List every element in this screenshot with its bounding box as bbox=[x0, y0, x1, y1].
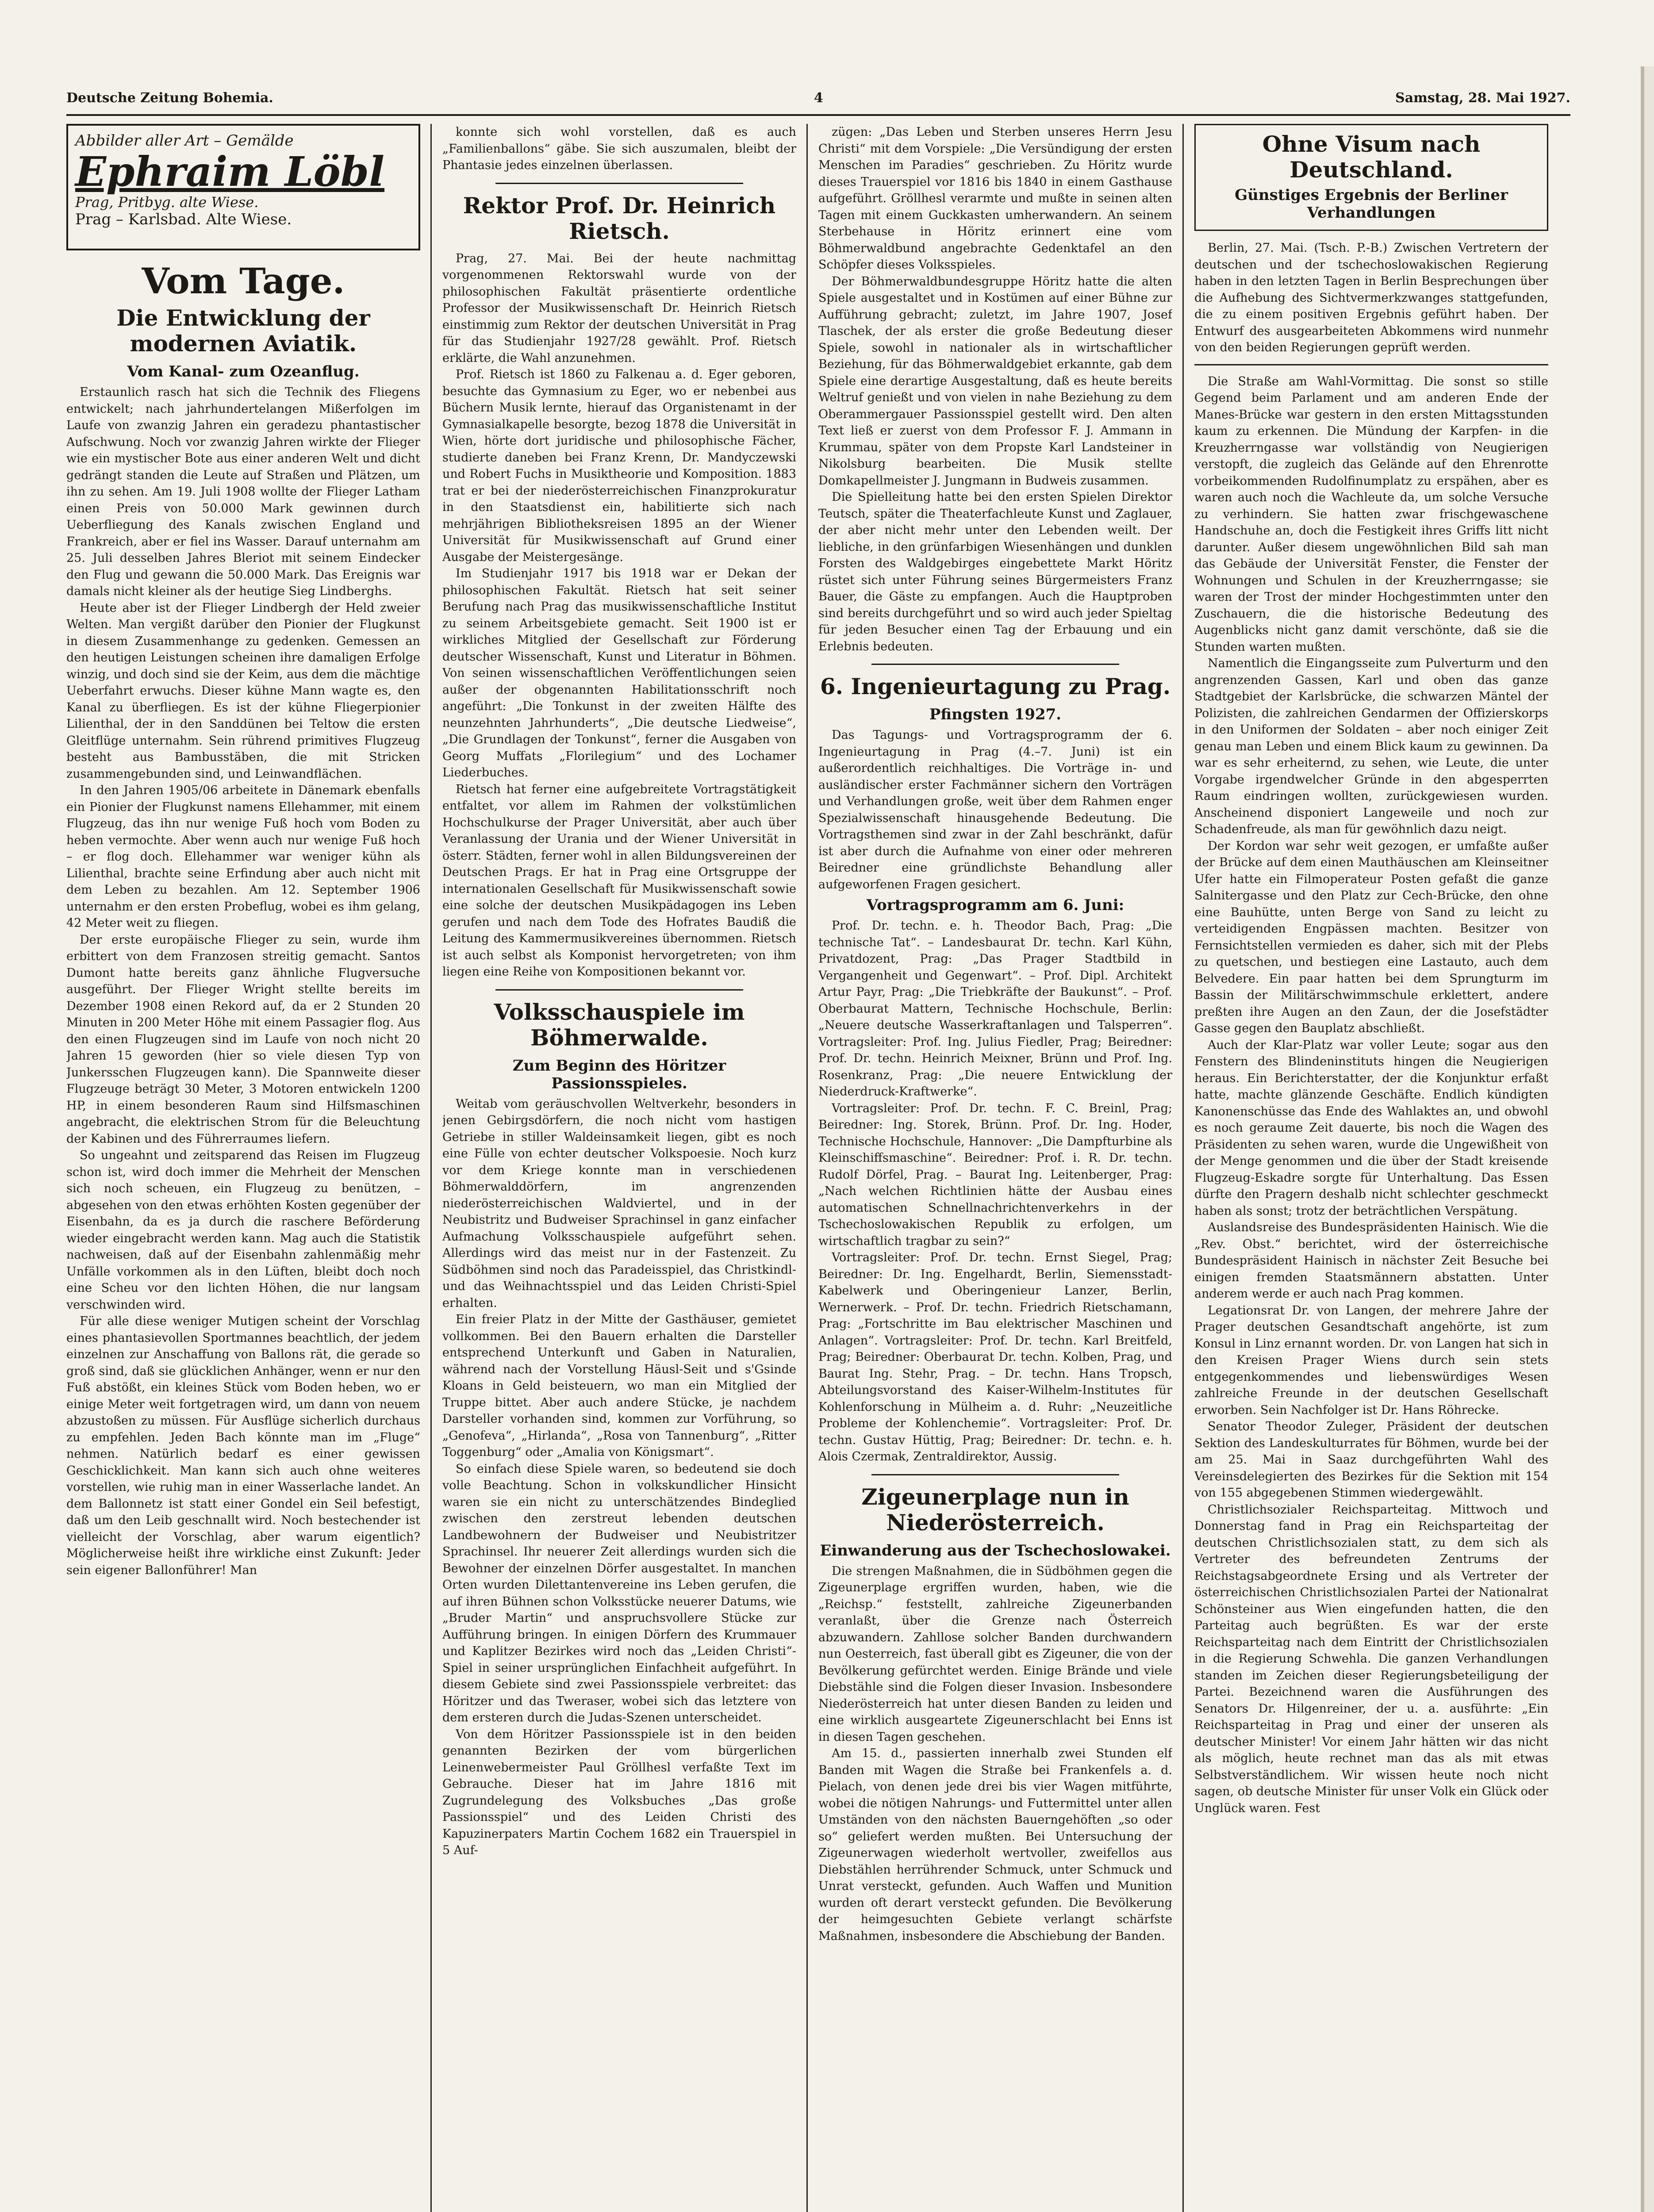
article-paragraph: Heute aber ist der Flieger Lindbergh der Held zweier Welten. Man vergißt darüber den Pionier der Flugkunst in diesem Zusammenhange zu gedenken. Gemessen an den heutigen Leistungen scheinen ihre damaligen Erfolge winzig, und doch sind sie der Keim, aus dem die mächtige Ueberfahrt erwuchs. Dieser kühne Mann wagte es, den Kanal zu überfliegen. Es ist der kühne Fliegerpionier Lilienthal, der in den Sanddünen bei Teltow die ersten Gleitflüge unternahm. Sein rührend primitives Flugzeug besteht aus Bambusstäben, die mit Stricken zusammengebunden sind, und Leinwandflächen. bbox=[66, 601, 420, 781]
article-paragraph: Der Böhmerwaldbundesgruppe Höritz hatte die alten Spiele ausgestaltet und in Kostümen auf einer Bühne zur Aufführung gebracht; zuletzt, im Jahre 1907, Josef Tlaschek, der als erster die große Bedeutung dieser Spiele, sowohl in nationaler als in wirtschaftlicher Beziehung, für das Böhmerwaldgebiet erkannte, gab dem Spiele eine derartige Ausgestaltung, daß es heute bereits Weltruf genießt und von vielen in nahe Beziehung zu dem Oberammergauer Passionsspiel gestellt wird. Den alten Text ließ er zuerst von dem Professor F. J. Ammann in Krummau, später von dem Propste Karl Landsteiner in Nikolsburg bearbeiten. Die Musik stellte Domkapellmeister J. Jungmann in Budweis zusammen. bbox=[818, 274, 1172, 488]
advertisement bbox=[66, 124, 420, 250]
article-kicker: Vom Kanal- zum Ozeanflug. bbox=[127, 363, 360, 380]
column-2 bbox=[442, 124, 796, 2212]
article-paragraph: Weitab vom geräuschvollen Weltverkehr, besonders in jenen Gebirgsdörfern, die noch nicht vom hastigen Getriebe in stiller Waldeinsamkeit liegen, gibt es noch eine Fülle von echter deutscher Volkspoesie. Noch kurz vor dem Kriege konnte man in verschiedenen Böhmerwalddörfern, im angrenzenden niederösterreichischen Waldviertel, und in der Neubistritz und Budweiser Sprachinsel in ganz einfacher Aufmachung Volksschauspiele aufgeführt sehen. Allerdings wird das meist nur in der Fastenzeit. Zu Südböhmen sind noch das Paradeisspiel, das Christkindl- und das Weihnachtsspiel und das Leiden Christi-Spiel erhalten. bbox=[442, 1097, 796, 1310]
article-paragraph: konnte sich wohl vorstellen, daß es auch „Familienballons“ gäbe. Sie sich auszumalen, bleibt der Phantasie jedes einzelnen überlassen. bbox=[442, 125, 796, 172]
article-paragraph: In den Jahren 1905/06 arbeitete in Dänemark ebenfalls ein Pionier der Flugkunst namens Ellehammer, mit einem Flugzeug, das ihn nur wenige Fuß hoch vom Boden zu heben vermochte. Aber wenn auch nur wenige Fuß hoch – er flog doch. Ellehammer war weniger kühn als Lilienthal, brachte seine Erfindung aber auch nicht mit dem Leben zu bezahlen. Am 12. September 1906 unternahm er den ersten Probeflug, wobei es ihm gelang, 42 Meter weit zu fliegen. bbox=[66, 783, 420, 930]
article-headline: 6. Ingenieurtagung zu Prag. bbox=[820, 673, 1171, 699]
newspaper-page bbox=[66, 84, 1570, 2212]
column-divider bbox=[430, 124, 432, 2212]
article-kicker: Zum Beginn des Höritzer Passionsspieles. bbox=[512, 1056, 726, 1092]
article-paragraph: Am 15. d., passierten innerhalb zwei Stunden elf Banden mit Wagen die Straße bei Frankenfels a. d. Pielach, von denen jede drei bis vier Wagen mitführte, wobei die nötigen Nahrungs- und Futtermittel unter allen Umständen von den nächsten Bauerngehöften „so oder so“ geliefert werden mußten. Bei Untersuchung der Zigeunerwagen wiederholt wertvoller, zweifellos aus Diebstählen herrührender Schmuck, unter Schmuck und Unrat versteckt, gefunden. Auch Waffen und Munition wurden oft derart versteckt gefunden. Die Bevölkerung der heimgesuchten Gebiete verlangt schärfste Maßnahmen, insbesondere die Abschiebung der Banden. bbox=[818, 1747, 1172, 1943]
page-number: 4 bbox=[814, 90, 823, 106]
article-paragraph: zügen: „Das Leben und Sterben unseres Herrn Jesu Christi“ mit dem Vorspiele: „Die Versündigung der ersten Menschen im Paradies“ geschrieben. Zu Höritz wurde dieses Trauerspiel vor 1816 bis 1840 in einem Gasthause aufgeführt. Gröllhesl verarmte und mußte in seinen alten Tagen mit einem Guckkasten umherwandern. An seinem Sterbehause in Höritz erinnert eine vom Böhmerwaldbund angebrachte Gedenktafel an den Schöpfer dieses Volksspieles. bbox=[818, 125, 1172, 272]
column-3 bbox=[818, 124, 1172, 2212]
ad-tagline: Abbilder aller Art – Gemälde bbox=[75, 132, 294, 150]
article-headline: Zigeunerplage nun in Niederösterreich. bbox=[861, 1483, 1129, 1536]
column-4 bbox=[1194, 124, 1548, 2212]
article-paragraph: Prof. Rietsch ist 1860 zu Falkenau a. d. Eger geboren, besuchte das Gymnasium zu Eger, wo er nebenbei aus Büchern Musik lernte, hierauf das Organistenamt in der Gymnasialkapelle besorgte, bezog 1878 die Universität in Wien, hörte dort juridische und philosophische Fächer, studierte daneben bei Franz Krenn, Dr. Mandyczewski und Robert Fuchs in Musiktheorie und Komposition. 1883 trat er bei der niederösterreichischen Finanzprokuratur in den Staatsdienst ein, habilitierte sich nach mehrjährigen Bibliotheksreisen 1895 an der Wiener Universität für Musikwissenschaft auf Grund einer Ausgabe der Meistergesänge. bbox=[442, 368, 796, 564]
article-paragraph: Prof. Dr. techn. e. h. Theodor Bach, Prag: „Die technische Tat“. – Landesbaurat Dr. techn. Karl Kühn, Privatdozent, Prag: „Das Prager Stadtbild in Vergangenheit und Gegenwart“. – Prof. Dipl. Architekt Artur Payr, Prag: „Die Triebkräfte der Baukunst“. – Prof. Oberbaurat Mattern, Technische Hochschule, Berlin: „Neuere deutsche Wasserkraftanlagen und Talsperren“. Vortragsleiter: Prof. Ing. Julius Fiedler, Prag; Beiredner: Prof. Dr. techn. Heinrich Meixner, Brünn und Prof. Ing. Rosenkranz, Prag: „Die neuere Entwicklung der Niederdruck-Kraftwerke“. bbox=[818, 919, 1172, 1098]
article-paragraph: Ein freier Platz in der Mitte der Gasthäuser, gemietet vollkommen. Bei den Bauern erhalten die Darsteller entsprechend Unterkunft und Gaben in Naturalien, während nach der Vorstellung Häusl-Seit und s'Gsinde Kloans in Geld beisteuern, wo man ein Mitglied der Truppe bittet. Aber auch andere Stücke, je nachdem Darsteller vorhanden sind, kommen zur Vorführung, so „Genofeva“, „Hirlanda“, „Rosa von Tannenburg“, „Ritter Toggenburg“ oder „Amalia von Königsmart“. bbox=[442, 1313, 796, 1459]
boxed-headline bbox=[1194, 124, 1548, 231]
scan-edge bbox=[1641, 66, 1654, 2212]
section-title: Vom Tage. bbox=[142, 260, 345, 302]
article-headline: Volksschauspiele im Böhmerwalde. bbox=[494, 998, 745, 1051]
column-divider bbox=[806, 124, 808, 2212]
ad-address: Prag – Karlsbad. Alte Wiese. bbox=[75, 211, 292, 228]
article-paragraph: Erstaunlich rasch hat sich die Technik des Fliegens entwickelt; nach jahrhundertelangen Mißerfolgen im Laufe von zwanzig Jahren ein geradezu phantastischer Aufschwung. Noch vor zwanzig Jahren wirkte der Flieger wie ein mystischer Bote aus einer anderen Welt und dicht gedrängt standen die Leute auf Straßen und Plätzen, um ihn zu sehen. Am 19. Juli 1908 wollte der Flieger Latham einen Preis von 50.000 Mark gewinnen durch Ueberfliegung des Kanals zwischen England und Frankreich, aber er fiel ins Wasser. Darauf unternahm am 25. Juli desselben Jahres Bleriot mit seinem Eindecker den Flug und gewann die 50.000 Mark. Das Ereignis war damals nicht kleiner als der heutige Sieg Lindberghs. bbox=[66, 385, 420, 598]
article-separator bbox=[495, 989, 743, 991]
ad-address-script: Prag, Pritbyg. alte Wiese. bbox=[75, 194, 259, 211]
article-paragraph: Berlin, 27. Mai. (Tsch. P.-B.) Zwischen Vertretern der deutschen und der tschechoslowakischen Regierung haben in den letzten Tagen in Berlin Besprechungen über die Aufhebung des Sichtvermerkzwanges stattgefunden, die zu einem positiven Ergebnis geführt haben. Der Entwurf des ausgearbeiteten Abkommens wird nunmehr von den beiden Regierungen geprüft werden. bbox=[1194, 241, 1548, 354]
article-paragraph: Die strengen Maßnahmen, die in Südböhmen gegen die Zigeunerplage ergriffen wurden, haben, wie die „Reichsp.“ feststellt, zahlreiche Zigeunerbanden veranlaßt, über die Grenze nach Österreich abzuwandern. Zahllose solcher Banden durchwandern nun Oesterreich, fast überall gibt es Zigeuner, die von der Bevölkerung gefürchtet werden. Einige Brände und viele Diebstähle sind die Folgen dieser Invasion. Insbesondere Niederösterreich hat unter diesen Banden zu leiden und eine wirklich ausgeartete Zigeunerschlacht bei Enns ist in diesen Tagen geschehen. bbox=[818, 1564, 1172, 1744]
newspaper-name: Deutsche Zeitung Bohemia. bbox=[66, 90, 273, 106]
issue-date: Samstag, 28. Mai 1927. bbox=[1395, 90, 1570, 106]
article-paragraph: Die Straße am Wahl-Vormittag. Die sonst so stille Gegend beim Parlament und am anderen Ende der Manes-Brücke war gestern in den ersten Mittagsstunden kaum zu erkennen. Die Mündung der Karpfen- in die Kreuzherrngasse war vollständig von Neugierigen verstopft, die zugleich das Gelände auf den Ehrenrotte vorbeikommenden Rudolfinumplatz zu erspähen, aber es waren auch noch die Wachleute da, um solche Versuche zu verhindern. Sie hatten zwar frischgewaschene Handschuhe an, doch die Festigkeit ihres Griffs litt nicht darunter. Außer diesem ungewöhnlichen Bild sah man das Gebäude der Universität Fenster, die Fenster der Wohnungen und Schulen in der Kreuzherrngasse; sie waren der Trost der minder Hochgestimmten unter den Zuschauern, die die historische Bedeutung des Augenblicks nicht ganz damit verschönte, daß sie die Stunden warten mußten. bbox=[1194, 374, 1548, 654]
article-paragraph: Namentlich die Eingangsseite zum Pulverturm und den angrenzenden Gassen, Karl und oben das ganze Stadtgebiet der Karlsbrücke, die schwarzen Mäntel der Polizisten, die zahlreichen Gendarmen der Offizierskorps in den Uniformen der Soldaten – aber noch einiger Zeit genau man Leben und einem Blick kaum zu gewinnen. Da war es sehr erheiternd, zu sehen, wie Leute, die unter Vorgabe irgendwelcher Gründe in den abgesperrten Raum eindringen wollten, zurückgewiesen wurden. Anscheinend disponiert Langeweile und noch zur Schadenfreude, als man für gewöhnlich dazu neigt. bbox=[1194, 657, 1548, 836]
article-paragraph: Rietsch hat ferner eine aufgebreitete Vortragstätigkeit entfaltet, vor allem im Rahmen der volkstümlichen Hochschulkurse der Prager Universität, aber auch über Veranlassung der Urania und der Wiener Universität in österr. Städten, ferner wohl in allen Bildungsvereinen der Deutschen Prags. Er hat in Prag eine Ortsgruppe der internationalen Gesellschaft für Musikwissenschaft sowie eine solche der deutschen Musikpädagogen ins Leben gerufen und nach dem Tode des Hofrates Baudiß die Leitung des Kammermusikvereines übernommen. Rietsch ist auch selbst als Komponist hervorgetreten; von ihm liegen eine Reihe von Kompositionen bekannt vor. bbox=[442, 782, 796, 979]
page-header bbox=[66, 84, 1570, 115]
article-paragraph: Prag, 27. Mai. Bei der heute nachmittag vorgenommenen Rektorswahl wurde von der philosophischen Fakultät präsentierte ordentliche Professor der Musikwissenschaft Dr. Heinrich Rietsch einstimmig zum Rektor der deutschen Universität in Prag für das Studienjahr 1927/28 gewählt. Prof. Rietsch erklärte, die Wahl anzunehmen. bbox=[442, 251, 796, 365]
article-separator bbox=[495, 183, 743, 184]
article-paragraph: Auch der Klar-Platz war voller Leute; sogar aus den Fenstern des Blindeninstituts hingen die Neugierigen heraus. Ein Berichterstatter, der die Konjunktur erfaßt hatte, machte glänzende Geschäfte. Endlich kündigten Kanonenschüsse das Ende des Wahlaktes an, und obwohl es noch geraume Zeit dauerte, bis noch die Wagen des Präsidenten zu sehen waren, wurde die Ungewißheit von der Menge genommen und die über der Stadt kreisende Flugzeug-Eskadre sorgte für Unterhaltung. Das Essen dürfte den Pragern deshalb nicht schlechter geschmeckt haben als sonst; trotz der beträchtlichen Verspätung. bbox=[1194, 1038, 1548, 1218]
column-divider bbox=[1182, 124, 1184, 2212]
article-paragraph: So einfach diese Spiele waren, so bedeutend sie doch volle Beachtung. Schon in volkskundlicher Hinsicht waren sie ein nicht zu unterschätzendes Bindeglied zwischen den zerstreut lebenden deutschen Landbewohnern der Budweiser und Neubistritzer Sprachinsel. Ihr neuerer Zeit allerdings wurden sich die Bewohner der einzelnen Dörfer ausgestaltet. In manchen Orten wurden Dilettantenvereine ins Leben gerufen, die auf ihren Bühnen schon Volksstücke neuerer Datums, wie „Bruder Martin“ und anspruchsvollere Stücke zur Aufführung bringen. In einigen Dörfern des Krummauer und Kaplitzer Bezirkes wird noch das „Leiden Christi“-Spiel in seiner ursprünglichen Einfachheit aufgeführt. In diesem Gebiete sind zwei Passionsspiele verbreitet: das Höritzer und das Tweraser, wobei sich das letztere von dem ersteren durch die Judas-Szenen unterscheidet. bbox=[442, 1462, 796, 1724]
article-dateline: Pfingsten 1927. bbox=[929, 706, 1062, 723]
article-headline: Ohne Visum nach Deutschland. bbox=[1262, 131, 1481, 183]
article-paragraph: Vortragsleiter: Prof. Dr. techn. Ernst Siegel, Prag; Beiredner: Dr. Ing. Engelhardt, Berlin, Siemensstadt-Kabelwerk und Oberingenieur Lanzer, Berlin, Wernerwerk. – Prof. Dr. techn. Friedrich Rietschamann, Prag: „Fortschritte im Bau elektrischer Maschinen und Anlagen“. Vortragsleiter: Prof. Dr. techn. Karl Breitfeld, Prag; Beiredner: Oberbaurat Dr. techn. Kolben, Prag, und Baurat Ing. Stehr, Prag. – Dr. techn. Hans Tropsch, Abteilungsvorstand des Kaiser-Wilhelm-Institutes für Kohlenforschung in Mülheim a. d. Ruhr: „Neuzeitliche Probleme der Kohlenchemie“. Vortragsleiter: Prof. Dr. techn. Gustav Hüttig, Prag; Beiredner: Dr. techn. e. h. Alois Czermak, Zentraldirektor, Aussig. bbox=[818, 1251, 1172, 1463]
article-paragraph: Im Studienjahr 1917 bis 1918 war er Dekan der philosophischen Fakultät. Rietsch hat seit seiner Berufung nach Prag das musikwissenschaftliche Institut zu seinem Arbeitsgebiete gemacht. Seit 1900 ist er wirkliches Mitglied der Gesellschaft zur Förderung deutscher Wissenschaft, Kunst und Literatur in Böhmen. Von seinen wissenschaftlichen Veröffentlichungen seien außer der obgenannten Habilitationsschrift noch angeführt: „Die Tonkunst in der zweiten Hälfte des neunzehnten Jahrhunderts“, „Die deutsche Liedweise“, „Die Grundlagen der Tonkunst“, ferner die Ausgaben von Georg Muffats „Florilegium“ und des Lochamer Liederbuches. bbox=[442, 567, 796, 780]
article-paragraph: Christlichsozialer Reichsparteitag. Mittwoch und Donnerstag fand in Prag ein Reichsparteitag der deutschen Christlichsozialen statt, zu dem sich als Vertreter des befreundeten Zentrums der Reichstagsabgeordnete Ersing und als Vertreter der österreichischen Christlichsozialen Partei der Nationalrat Schönsteiner aus Wien eingefunden hatten, die den Parteitag auch begrüßten. Es war der erste Reichsparteitag nach dem Eintritt der Christlichsozialen in die Regierung Schwehla. Die ganzen Verhandlungen standen im Zeichen dieser Regierungsbeteiligung der Partei. Bezeichnend waren die Ausführungen des Senators Dr. Hilgenreiner, der u. a. ausführte: „Ein Reichsparteitag in Prag und einer der unseren als deutscher Minister! Vor einem Jahr hätten wir das nicht als möglich, heute rechnet man das als mit etwas Selbstverständlichem. Wir wissen heute noch nicht sagen, ob deutsche Minister für unser Volk ein Glück oder Unglück waren. Fest bbox=[1194, 1502, 1548, 1815]
article-paragraph: Auslandsreise des Bundespräsidenten Hainisch. Wie die „Rev. Obst.“ berichtet, wird der österreichische Bundespräsident Hainisch in nächster Zeit Besuche bei einigen fremden Staatsmännern abstatten. Unter anderem werde er auch nach Prag kommen. bbox=[1194, 1221, 1548, 1301]
article-subheadline: Günstiges Ergebnis der Berliner Verhandlungen bbox=[1235, 186, 1508, 222]
column-1 bbox=[66, 124, 420, 2212]
header-rule bbox=[66, 114, 1570, 116]
ad-name: Ephraim Löbl bbox=[75, 148, 385, 196]
article-paragraph: Die Spielleitung hatte bei den ersten Spielen Direktor Teutsch, später die Theaterfachleute Kunst und Zaglauer, der aber nicht mehr unter den Lebenden weilt. Der liebliche, in den grünfarbigen Wiesenhängen und dunklen Forsten des Waldgebirges eingebettete Markt Höritz rüstet sich unter Führung seines Bürgermeisters Franz Bauer, die Gäste zu empfangen. Auch die Hauptproben sind bereits durchgeführt und so wird auch jeder Spieltag für jeden Besucher einen Tag der Erbauung und ein Erlebnis bedeuten. bbox=[818, 490, 1172, 653]
article-separator bbox=[871, 664, 1119, 665]
article-paragraph: Legationsrat Dr. von Langen, der mehrere Jahre der Prager deutschen Gesandtschaft angehörte, ist zum Konsul in Linz ernannt worden. Dr. von Langen hat sich in den Kreisen Prager Wiens durch sein stets entgegenkommendes und liebenswürdiges Wesen zahlreiche Freunde in der deutschen Gesellschaft erworben. Sein Nachfolger ist Dr. Hans Röhrecke. bbox=[1194, 1303, 1548, 1417]
article-paragraph: Das Tagungs- und Vortragsprogramm der 6. Ingenieurtagung in Prag (4.–7. Juni) ist ein außerordentlich reichhaltiges. Die Vorträge in- und ausländischer erster Fachmänner sichern den Vorträgen und Verhandlungen große, weit über dem Rahmen enger Spezialwissenschaft hinausgehende Bedeutung. Die Vortragsthemen sind zwar in der Zahl beschränkt, dafür ist aber durch die Aufnahme von einer oder mehreren Beiredner eine gründlichste Behandlung aller aufgeworfenen Fragen gesichert. bbox=[818, 728, 1172, 891]
article-separator bbox=[871, 1474, 1119, 1475]
article-paragraph: Senator Theodor Zuleger, Präsident der deutschen Sektion des Landeskulturrates für Böhmen, wurde bei der am 25. Mai in Saaz durchgeführten Wahl des Vereinsdelegierten des Bezirkes für die Sektion mit 154 von 155 abgegebenen Stimmen wiedergewählt. bbox=[1194, 1420, 1548, 1500]
article-kicker: Einwanderung aus der Tschechoslowakei. bbox=[820, 1541, 1171, 1559]
article-paragraph: Von dem Höritzer Passionsspiele ist in den beiden genannten Bezirken der vom bürgerlichen Leinenwebermeister Paul Gröllhesl verfaßte Text im Gebrauche. Dieser hat im Jahre 1816 mit Zugrundelegung des Volksbuches „Das große Passionsspiel“ und des Leiden Christi des Kapuzinerpaters Martin Cochem 1682 ein Trauerspiel in 5 Auf- bbox=[442, 1727, 796, 1857]
article-separator bbox=[1194, 364, 1548, 365]
article-paragraph: Für alle diese weniger Mutigen scheint der Vorschlag eines phantasievollen Sportmannes beachtlich, der jedem einzelnen zur Anschaffung von Ballons rät, die gerade so groß sind, daß sie glücklichen Anhänger, wenn er nur den Fuß abstößt, ein kleines Stück vom Boden heben, wo er einige Meter weit fortgetragen wird, um dann von neuem abzustoßen zu müssen. Für Ausflüge sicherlich durchaus zu empfehlen. Jeden Bach könnte man im „Fluge“ nehmen. Natürlich bedarf es einer gewissen Geschicklichkeit. Man kann sich auch ohne weiteres vorstellen, wie ruhig man in einer Wasserlache landet. An dem Ballonnetz ist statt einer Gondel ein Seil befestigt, daß um den Leib geschnallt wird. Noch bestechender ist vielleicht der Vorschlag, aber warum eigentlich? Möglicherweise heißt ihre wirkliche einst Zukunft: Jeder sein eigener Ballonführer! Man bbox=[66, 1314, 420, 1577]
article-headline: Die Entwicklung der modernen Aviatik. bbox=[116, 305, 370, 357]
program-heading: Vortragsprogramm am 6. Juni: bbox=[866, 896, 1124, 914]
article-paragraph: Vortragsleiter: Prof. Dr. techn. F. C. Breinl, Prag; Beiredner: Ing. Storek, Brünn. Prof. Dr. Ing. Hoder, Technische Hochschule, Hannover: „Die Dampfturbine als Kleinschiffsmaschine“. Beiredner: Prof. i. R. Dr. techn. Rudolf Dörfel, Prag. – Baurat Ing. Leitenberger, Prag: „Nach welchen Richtlinien hätte der Ausbau eines automatischen Schnellnachrichtenverkehrs in der Tschechoslowakischen Republik zu erfolgen, um wirtschaftlich tragbar zu sein?“ bbox=[818, 1101, 1172, 1248]
article-paragraph: Der Kordon war sehr weit gezogen, er umfaßte außer der Brücke auf dem einen Mauthäuschen am Kleinseitner Ufer hatte ein Filmoperateur Posten gefaßt die ganze Salnitergasse und den Platz zur Cech-Brücke, den ohne eine Bauhütte, unten Berge von Sand zu leicht zu verteidigenden Engpässen machten. Besitzer von Fernsichtstellen vermieden es daher, sich mit der Plebs zu quetschen, und bestiegen eine Lastauto, auch dem Belvedere. Ein paar hatten bei dem Sprungturm im Bassin der Militärschwimmschule erklettert, andere preßten ihre Augen an den Zaun, der die Josefstädter Gasse gegen den Bauplatz abschließt. bbox=[1194, 839, 1548, 1035]
article-paragraph: Der erste europäische Flieger zu sein, wurde ihm erbittert von dem Franzosen streitig gemacht. Santos Dumont hatte bereits ganz ähnliche Flugversuche ausgeführt. Der Flieger Wright stellte bereits im Dezember 1908 einen Rekord auf, da er 2 Stunden 20 Minuten in 200 Meter Höhe mit einem Passagier flog. Aus den einen Flugzeugen sind im Laufe von noch nicht 20 Jahren 15 geworden (hier so viele diesen Typ von Junkersschen Flugzeugen kann). Die Spannweite dieser Flugzeuge beträgt 30 Meter, 3 Motoren entwickeln 1200 HP, in einem besonderen Raum sind Hilfsmaschinen angebracht, die elektrischen Strom für die Beleuchtung der Kabinen und des Führerraumes liefern. bbox=[66, 933, 420, 1146]
article-paragraph: So ungeahnt und zeitsparend das Reisen im Flugzeug schon ist, wird doch immer die Mehrheit der Menschen sich noch scheuen, ein Flugzeug zu benützen, – abgesehen von den etwas erhöhten Kosten gegenüber der Eisenbahn, da es ja durch die raschere Beförderung wieder eingebracht werden kann. Mag auch die Statistik nachweisen, daß auf der Eisenbahn zahlenmäßig mehr Unfälle vorkommen als in den Lüften, bleibt doch noch eine Scheu vor den lichten Höhen, die nur langsam verschwinden wird. bbox=[66, 1148, 420, 1312]
article-headline: Rektor Prof. Dr. Heinrich Rietsch. bbox=[463, 192, 776, 244]
